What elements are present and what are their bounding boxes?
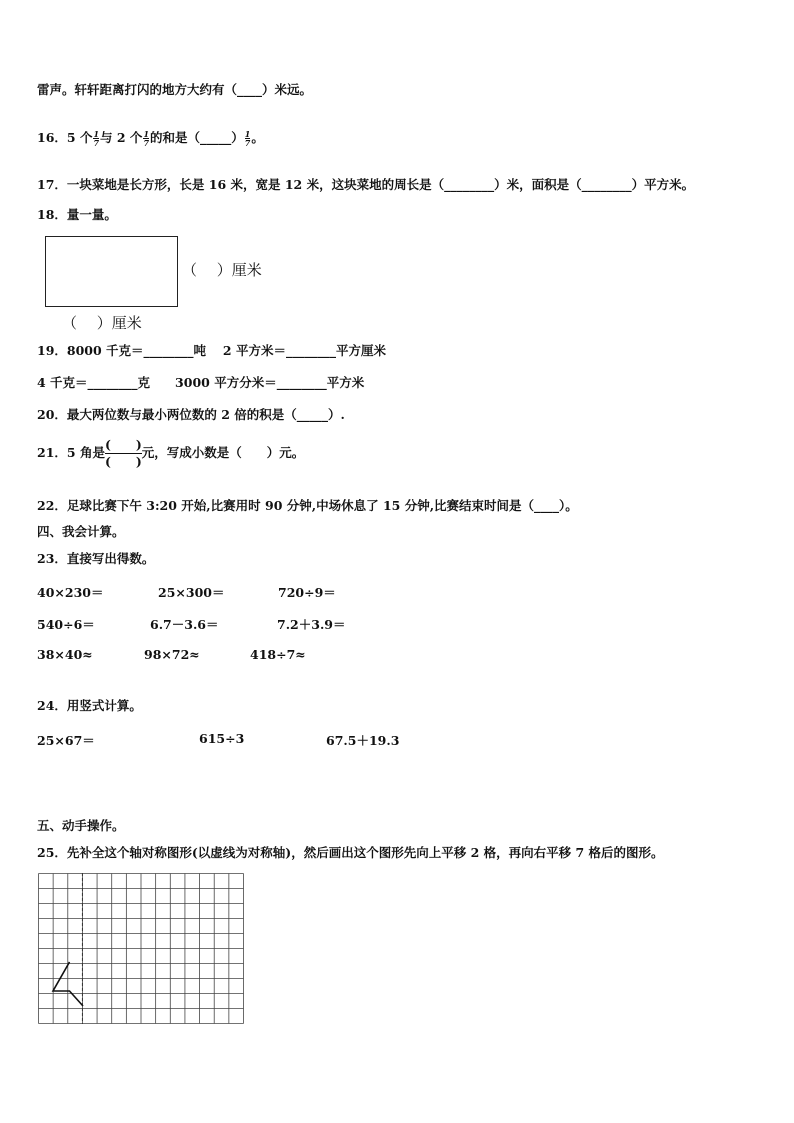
- calc-cell: 540÷6＝: [37, 617, 95, 632]
- blank-fraction: [105, 437, 142, 470]
- blank-denominator: ( ): [104, 454, 142, 469]
- calc-cell: 38×40≈: [37, 647, 93, 662]
- calc-cell: 418÷7≈: [250, 647, 306, 662]
- calc-cell: 720÷9＝: [278, 585, 336, 600]
- calc-cell: 7.2＋3.9＝: [277, 617, 346, 632]
- fraction-1: [93, 130, 99, 147]
- fraction-1-numerator: 1: [93, 129, 100, 139]
- vertical-calc-item: 25×67＝: [37, 733, 95, 748]
- question-16: [37, 130, 264, 147]
- section-4-heading: 四、我会计算。: [37, 524, 125, 539]
- fraction-2: [143, 130, 149, 147]
- calc-cell: 25×300＝: [158, 585, 225, 600]
- q21-prefix: 21．5 角是: [37, 445, 105, 460]
- question-17: 17．一块菜地是长方形，长是 16 米，宽是 12 米，这块菜地的周长是（________）米，面积是（________）平方米。: [37, 177, 695, 192]
- question-24-title: 24．用竖式计算。: [37, 698, 142, 713]
- fraction-1-denominator: 7: [93, 138, 100, 148]
- question-18-title: 18．量一量。: [37, 207, 117, 222]
- question-19-line-1: 19．8000 千克＝________吨 2 平方米＝________平方厘米: [37, 343, 386, 358]
- q16-prefix: 16．5 个: [37, 130, 93, 145]
- fraction-2-numerator: 1: [143, 129, 150, 139]
- vertical-calc-item: 615÷3: [199, 731, 245, 746]
- question-15-tail: 雷声。轩轩距离打闪的地方大约有（____）米远。: [37, 82, 313, 97]
- drawing-grid[interactable]: [38, 873, 244, 1024]
- section-5-heading: 五、动手操作。: [37, 818, 125, 833]
- question-20: 20．最大两位数与最小两位数的 2 倍的积是（_____）.: [37, 407, 345, 422]
- fraction-3-numerator: 1: [244, 129, 251, 139]
- fraction-3: [245, 130, 251, 147]
- measure-rectangle: [45, 236, 178, 307]
- question-21: [37, 437, 304, 470]
- q16-mid: 与 2 个: [100, 130, 143, 145]
- fraction-2-denominator: 7: [143, 138, 150, 148]
- question-19-line-2: 4 千克＝________克 3000 平方分米＝________平方米: [37, 375, 365, 390]
- fraction-3-denominator: 7: [244, 138, 251, 148]
- q21-suffix: 元，写成小数是（ ）元。: [141, 445, 305, 460]
- rect-length-label: （ ）厘米: [62, 314, 142, 332]
- vertical-calc-item: 67.5＋19.3: [326, 733, 400, 748]
- question-23-title: 23．直接写出得数。: [37, 551, 155, 566]
- question-22: 22．足球比赛下午 3:20 开始,比赛用时 90 分钟,中场休息了 15 分钟,比赛结束时间是（____）。: [37, 498, 578, 513]
- calc-cell: 6.7－3.6＝: [150, 617, 219, 632]
- blank-numerator: ( ): [104, 437, 142, 452]
- question-25: 25．先补全这个轴对称图形(以虚线为对称轴)，然后画出这个图形先向上平移 2 格，再向右平移 7 格后的图形。: [37, 845, 664, 860]
- grid-lines: [39, 874, 244, 1024]
- calc-cell: 98×72≈: [144, 647, 200, 662]
- rect-width-label: （ ）厘米: [182, 261, 262, 279]
- calc-cell: 40×230＝: [37, 585, 104, 600]
- q16-suffix: 。: [251, 130, 264, 145]
- q16-mid2: 的和是（_____）: [150, 130, 244, 145]
